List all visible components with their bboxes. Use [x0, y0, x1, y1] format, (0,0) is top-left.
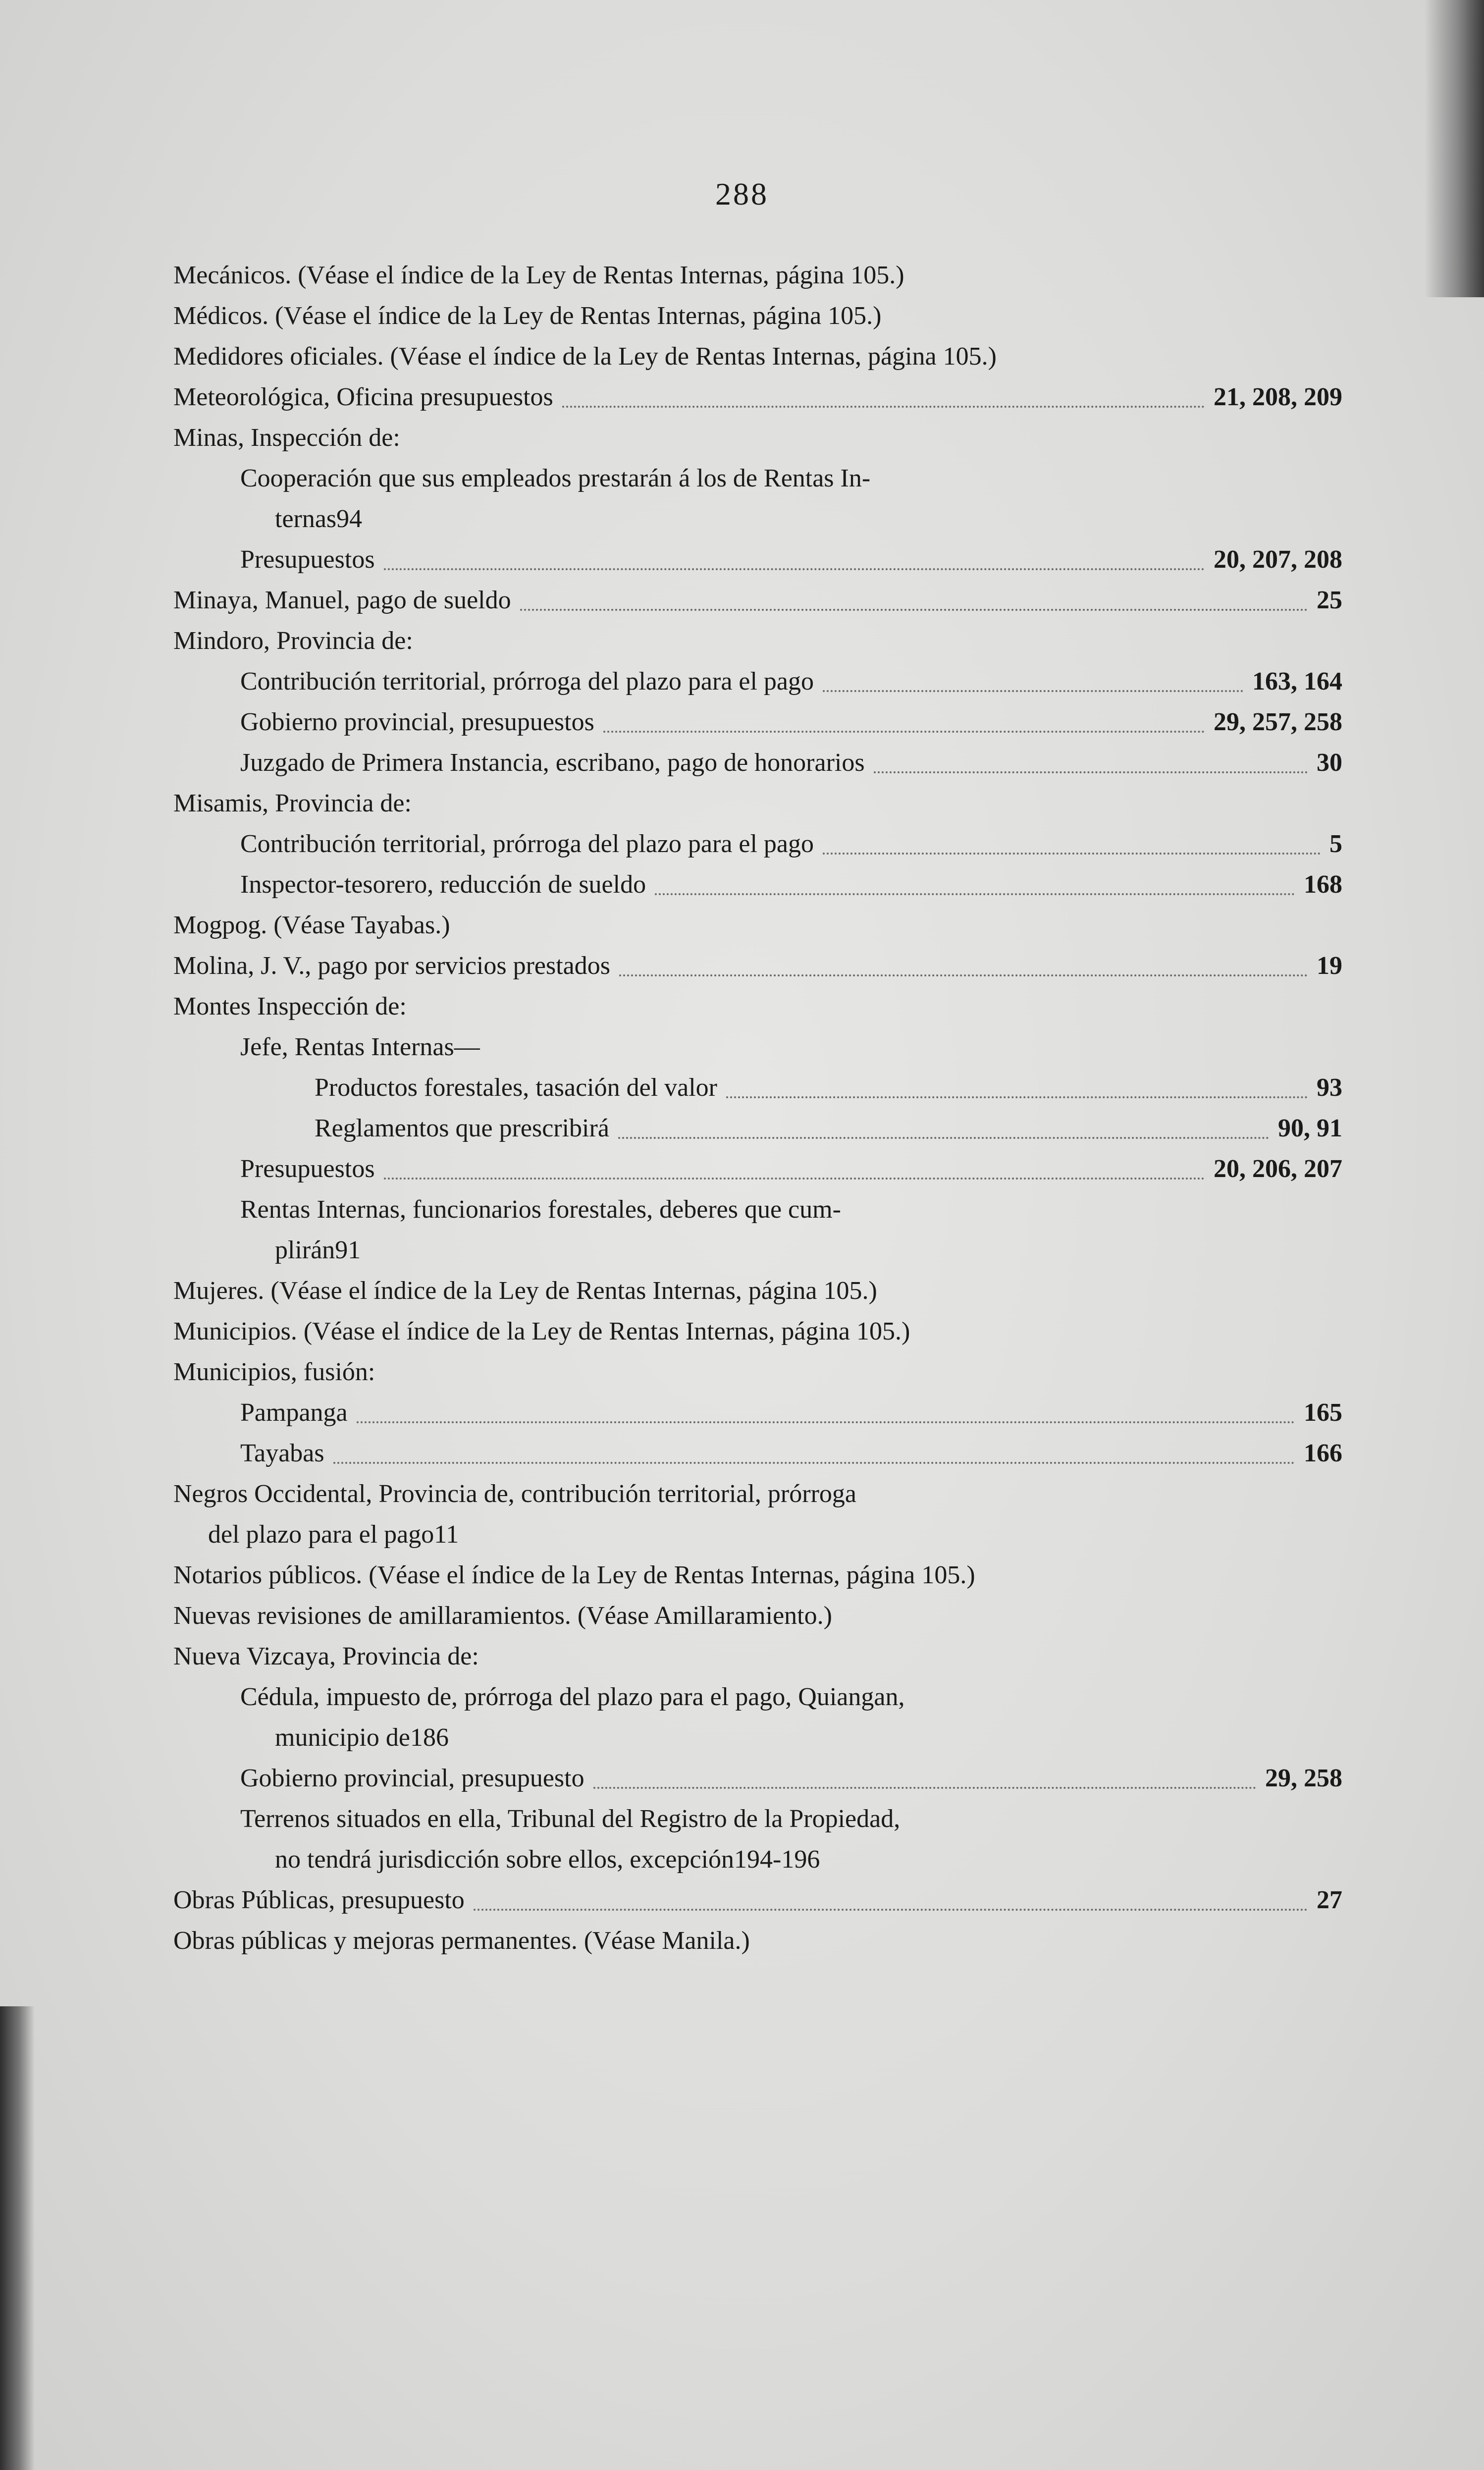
entry-text-line1: Cédula, impuesto de, prórroga del plazo para el pago, Quiangan,: [240, 1683, 905, 1711]
entry-text: Mogpog. (Véase Tayabas.): [173, 911, 450, 939]
index-entry: [240, 1799, 1342, 1880]
index-entry: [315, 1108, 1342, 1149]
index-entry: [173, 255, 1342, 296]
entry-pages: 20, 207, 208: [1214, 545, 1342, 574]
entry-pages: 90, 91: [1278, 1114, 1342, 1142]
entry-text-line2: municipio de: [275, 1723, 410, 1752]
entry-text: Montes Inspección de:: [173, 992, 407, 1020]
entry-text: Contribución territorial, prórroga del plazo para el pago: [240, 830, 814, 858]
entry-text: Reglamentos que prescribirá: [315, 1114, 609, 1142]
entry-pages: 168: [1304, 870, 1342, 899]
entry-pages: 94: [336, 505, 363, 533]
index-entry: [173, 783, 1342, 824]
leader-dots: [603, 731, 1205, 733]
index-entry: [173, 621, 1342, 661]
entry-text: Nueva Vizcaya, Provincia de:: [173, 1642, 479, 1670]
leader-dots: [384, 1178, 1205, 1180]
leader-dots: [593, 1787, 1256, 1789]
index-entry: [240, 743, 1342, 783]
index-entry: [173, 986, 1342, 1027]
entry-text-line2: plirán: [275, 1236, 335, 1264]
entry-text: Inspector-tesorero, reducción de sueldo: [240, 870, 646, 899]
index-entry: [173, 1311, 1342, 1352]
entry-text: Obras Públicas, presupuesto: [173, 1886, 465, 1914]
entry-text-line1: Negros Occidental, Provincia de, contribución territorial, prórroga: [173, 1480, 856, 1508]
entry-text: Presupuestos: [240, 545, 375, 574]
leader-dots: [726, 1096, 1308, 1098]
entry-text: Municipios. (Véase el índice de la Ley de Rentas Internas, página 105.): [173, 1317, 910, 1345]
entry-pages: 194-196: [734, 1845, 820, 1874]
index-entry: [240, 1149, 1342, 1189]
index-entry: [173, 1636, 1342, 1677]
entry-text: Juzgado de Primera Instancia, escribano, pago de honorarios: [240, 749, 865, 777]
entry-pages: 30: [1317, 749, 1342, 777]
index-entry: [173, 418, 1342, 458]
index-entry: [173, 336, 1342, 377]
entry-text: Meteorológica, Oficina presupuestos: [173, 383, 553, 411]
entry-text: Misamis, Provincia de:: [173, 789, 412, 817]
entry-pages: 20, 206, 207: [1214, 1155, 1342, 1183]
page-number: 288: [715, 176, 769, 212]
entry-text: Obras públicas y mejoras permanentes. (Véase Manila.): [173, 1927, 750, 1955]
leader-dots: [823, 853, 1321, 855]
index-entry: [173, 946, 1342, 986]
index-entry: [240, 702, 1342, 743]
entry-text: Productos forestales, tasación del valor: [315, 1074, 717, 1102]
leader-dots: [357, 1421, 1295, 1423]
index-entry: [240, 1027, 1342, 1068]
entry-text: Medidores oficiales. (Véase el índice de la Ley de Rentas Internas, página 105.): [173, 342, 997, 371]
entry-text: Minaya, Manuel, pago de sueldo: [173, 586, 511, 614]
entry-pages: 27: [1317, 1886, 1342, 1914]
entry-pages: 166: [1304, 1439, 1342, 1467]
entry-pages: 186: [410, 1723, 449, 1752]
index-entry: [315, 1068, 1342, 1108]
entry-text: Tayabas: [240, 1439, 324, 1467]
index-entry: [173, 377, 1342, 418]
entry-text: Municipios, fusión:: [173, 1358, 375, 1386]
entry-pages: 19: [1317, 952, 1342, 980]
entry-pages: 29, 258: [1265, 1764, 1342, 1792]
entry-text: Notarios públicos. (Véase el índice de la Ley de Rentas Internas, página 105.): [173, 1561, 975, 1589]
index-entry: [173, 1474, 1342, 1555]
index-entry: [240, 1677, 1342, 1758]
entry-text-line2: no tendrá jurisdicción sobre ellos, excepción: [275, 1845, 735, 1874]
entry-text: Presupuestos: [240, 1155, 375, 1183]
leader-dots: [333, 1462, 1295, 1464]
leader-dots: [520, 609, 1308, 611]
leader-dots: [618, 1137, 1269, 1139]
index-entry: [173, 1596, 1342, 1636]
entry-text: Pampanga: [240, 1398, 348, 1427]
entry-pages: 91: [335, 1236, 361, 1264]
entry-pages: 29, 257, 258: [1214, 708, 1342, 736]
entry-text: Minas, Inspección de:: [173, 424, 400, 452]
entry-pages: 163, 164: [1252, 667, 1342, 696]
entry-pages: 165: [1304, 1398, 1342, 1427]
index-entry: [240, 824, 1342, 864]
entry-text: Mujeres. (Véase el índice de la Ley de Rentas Internas, página 105.): [173, 1277, 877, 1305]
entry-text: Jefe, Rentas Internas—: [240, 1033, 480, 1061]
index-entry: [173, 1271, 1342, 1311]
entry-text: Médicos. (Véase el índice de la Ley de Rentas Internas, página 105.): [173, 302, 882, 330]
index-entry: [240, 458, 1342, 539]
entry-text: Gobierno provincial, presupuesto: [240, 1764, 584, 1792]
page-edge-shadow-right: [1425, 0, 1484, 297]
entry-text: Nuevas revisiones de amillaramientos. (Véase Amillaramiento.): [173, 1602, 832, 1630]
entry-text: Gobierno provincial, presupuestos: [240, 708, 594, 736]
leader-dots: [874, 771, 1308, 773]
entry-pages: 5: [1329, 830, 1342, 858]
entry-text-line1: Cooperación que sus empleados prestarán á los de Rentas In-: [240, 464, 871, 492]
entry-text: Contribución territorial, prórroga del plazo para el pago: [240, 667, 814, 696]
index-entry: [240, 864, 1342, 905]
entry-pages: 25: [1317, 586, 1342, 614]
index-entry: [173, 1352, 1342, 1393]
index-entry: [240, 539, 1342, 580]
entry-text: Molina, J. V., pago por servicios prestados: [173, 952, 610, 980]
entry-text-line1: Rentas Internas, funcionarios forestales, deberes que cum-: [240, 1195, 841, 1224]
index-entry: [240, 1189, 1342, 1271]
entry-text-line2: ternas: [275, 505, 337, 533]
page-edge-shadow-left: [0, 2006, 35, 2470]
index-entry: [173, 296, 1342, 336]
index-list: [173, 255, 1342, 1961]
index-entry: [173, 580, 1342, 621]
entry-pages: 21, 208, 209: [1214, 383, 1342, 411]
index-entry: [240, 1758, 1342, 1799]
index-entry: [173, 1555, 1342, 1596]
leader-dots: [384, 568, 1205, 570]
entry-text-line1: Terrenos situados en ella, Tribunal del Registro de la Propiedad,: [240, 1805, 901, 1833]
index-entry: [173, 1880, 1342, 1921]
entry-text: Mecánicos. (Véase el índice de la Ley de Rentas Internas, página 105.): [173, 261, 904, 289]
leader-dots: [562, 406, 1205, 408]
leader-dots: [619, 974, 1308, 976]
leader-dots: [474, 1909, 1308, 1911]
leader-dots: [655, 893, 1295, 895]
entry-text: Mindoro, Provincia de:: [173, 627, 413, 655]
entry-text-line2: del plazo para el pago: [208, 1520, 434, 1549]
index-entry: [173, 1921, 1342, 1961]
index-entry: [240, 1393, 1342, 1433]
leader-dots: [823, 690, 1243, 692]
index-entry: [173, 905, 1342, 946]
index-entry: [240, 1433, 1342, 1474]
entry-pages: 11: [434, 1520, 459, 1549]
entry-pages: 93: [1317, 1074, 1342, 1102]
index-entry: [240, 661, 1342, 702]
